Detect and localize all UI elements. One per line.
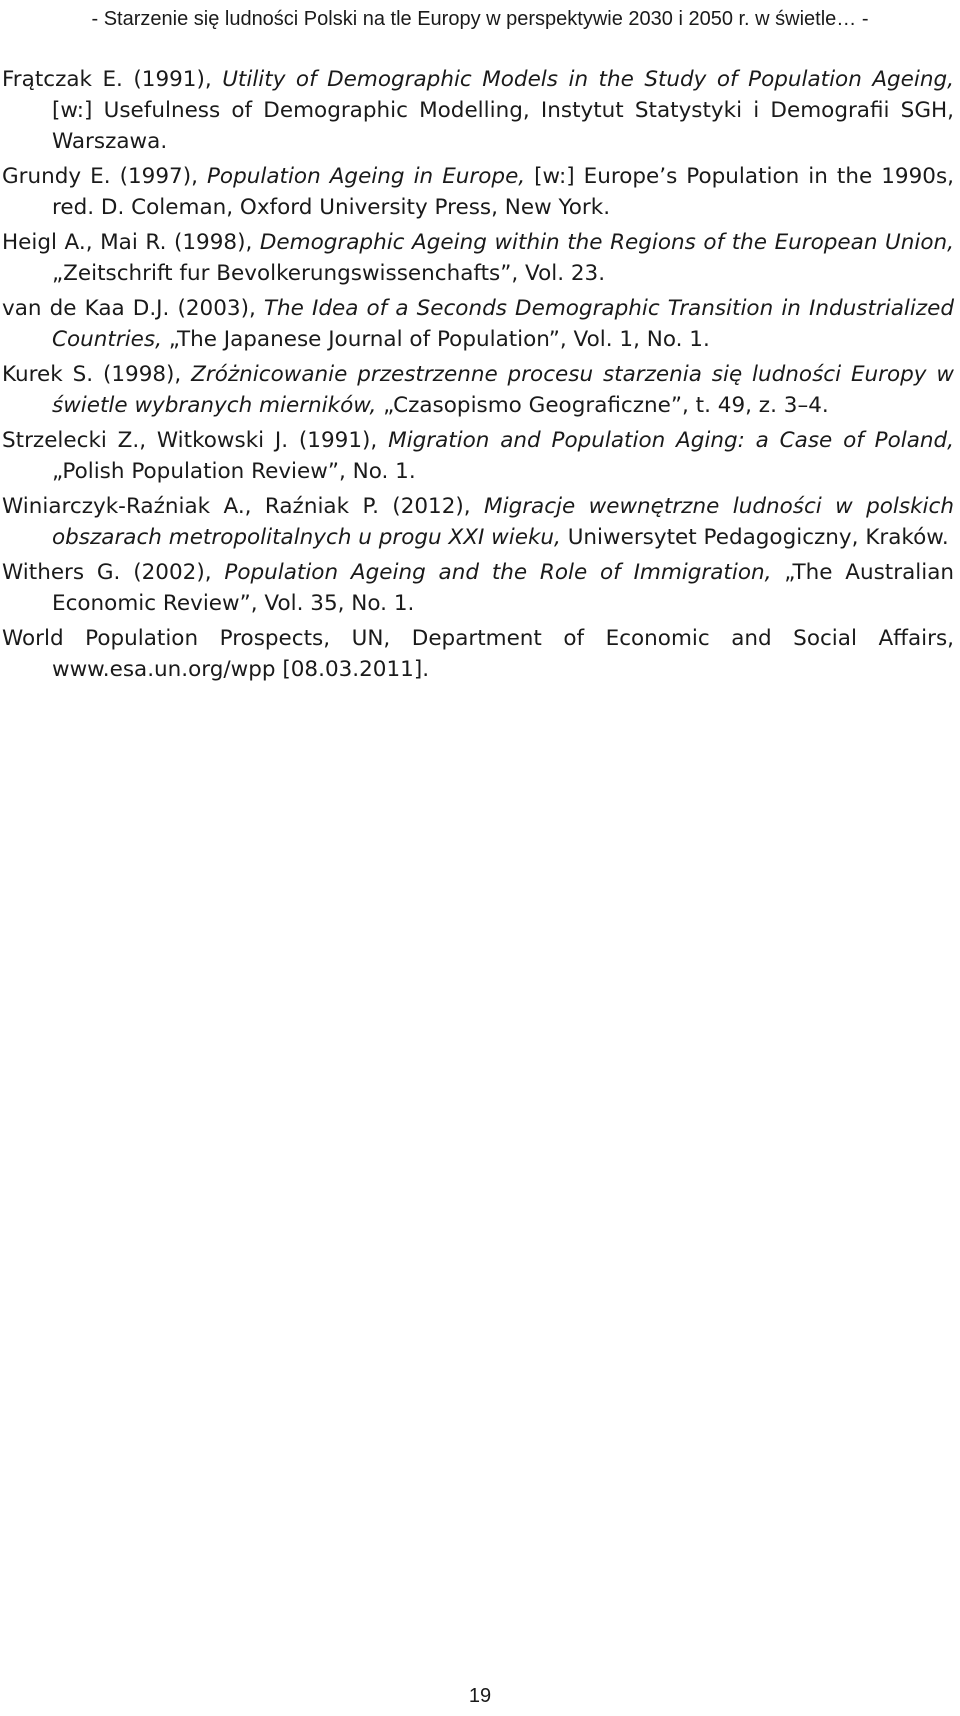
reference-lead: van de Kaa D.J. (2003), [2, 296, 264, 321]
page-number: 19 [468, 1685, 492, 1707]
reference-item [2, 491, 954, 553]
reference-item [2, 293, 954, 355]
reference-rest: „The Japanese Journal of Population”, Vol. 1, No. 1. [168, 327, 710, 352]
reference-title: Demographic Ageing within the Regions of the European Union, [259, 230, 954, 255]
reference-title: Population Ageing and the Role of Immigration, [224, 560, 785, 585]
running-header: - Starzenie się ludności Polski na tle Europy w perspektywie 2030 i 2050 r. w świetle… - [91, 8, 869, 30]
reference-rest: „Czasopismo Geograficzne”, t. 49, z. 3–4. [383, 393, 829, 418]
reference-rest: [w:] Usefulness of Demographic Modelling, Instytut Statystyki i Demografii SGH, Warszawa. [52, 98, 954, 154]
reference-rest: Uniwersytet Pedagogiczny, Kraków. [567, 525, 949, 550]
reference-title: Zróżnicowanie przestrzenne procesu starzenia się ludności Europy w świetle wybranych mierników, [52, 362, 954, 418]
reference-rest: [w:] Europe’s Population in the 1990s, red. D. Coleman, Oxford University Press, New York. [52, 164, 954, 220]
reference-item [2, 557, 954, 619]
reference-lead: Winiarczyk-Raźniak A., Raźniak P. (2012), [2, 494, 485, 519]
reference-title: The Idea of a Seconds Demographic Transition in Industrialized Countries, [52, 296, 954, 352]
reference-title: Utility of Demographic Models in the Study of Population Ageing, [222, 67, 954, 92]
reference-lead: World Population Prospects, UN, Department of Economic and Social Affairs, www.esa.un.org/wpp [08.03.2011]. [2, 626, 954, 682]
reference-rest: „Zeitschrift fur Bevolkerungswissenchafts”, Vol. 23. [52, 261, 606, 286]
reference-item [2, 359, 954, 421]
reference-item [2, 623, 954, 685]
reference-item [2, 64, 954, 157]
reference-lead: Strzelecki Z., Witkowski J. (1991), [2, 428, 389, 453]
reference-item [2, 425, 954, 487]
reference-lead: Frątczak E. (1991), [2, 67, 223, 92]
reference-lead: Heigl A., Mai R. (1998), [2, 230, 260, 255]
reference-rest: „The Australian Economic Review”, Vol. 35, No. 1. [52, 560, 954, 616]
reference-title: Migration and Population Aging: a Case of Poland, [388, 428, 954, 453]
reference-title: Migracje wewnętrzne ludności w polskich obszarach metropolitalnych u progu XXI wieku, [52, 494, 954, 550]
reference-lead: Withers G. (2002), [2, 560, 225, 585]
reference-lead: Kurek S. (1998), [2, 362, 192, 387]
reference-item [2, 161, 954, 223]
reference-list [2, 64, 954, 689]
reference-item [2, 227, 954, 289]
reference-lead: Grundy E. (1997), [2, 164, 207, 189]
reference-rest: „Polish Population Review”, No. 1. [52, 459, 416, 484]
reference-title: Population Ageing in Europe, [206, 164, 535, 189]
